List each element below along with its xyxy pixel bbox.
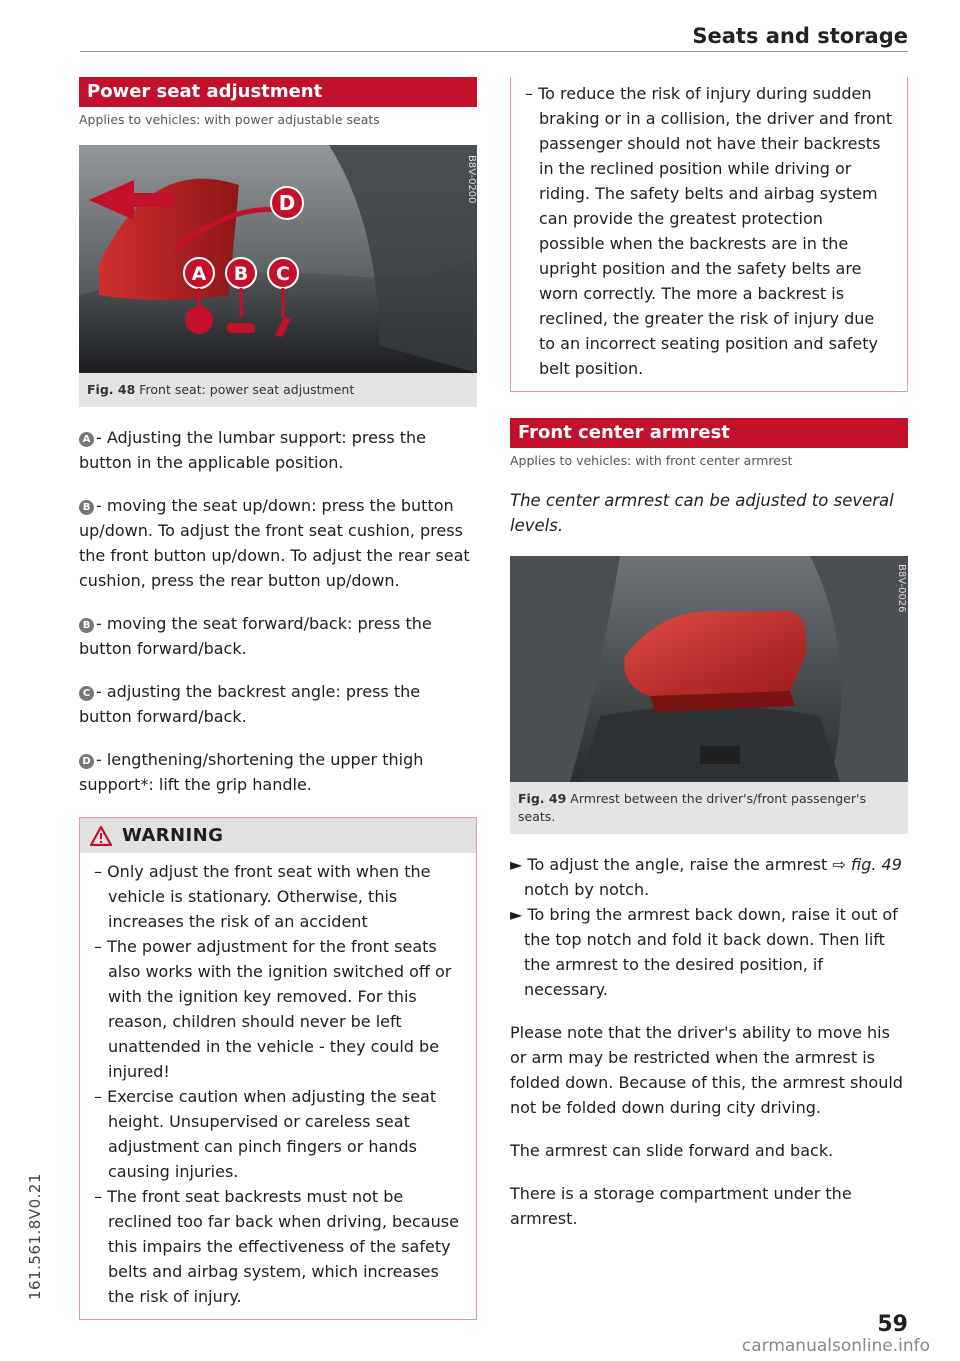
figure-49-caption [510,782,908,834]
warning-box [79,817,477,1320]
armrest-steps [510,852,908,1002]
letter-b-icon: B [79,618,94,633]
caption-number: Fig. 49 [518,791,567,806]
section-heading-armrest: Front center armrest [510,418,908,448]
warning-heading [80,818,476,853]
applies-note: Applies to vehicles: with front center armrest [510,453,793,468]
label-d: D [278,191,296,215]
item-fore-aft [79,611,477,661]
warning-continuation-box [510,77,908,392]
warning-triangle-icon [90,826,112,846]
warning-item: – The front seat backrests must not be reclined too far back when driving, because this impairs the effectiveness of the safety belts and airbag system, which increases the risk of injury. [94,1187,459,1306]
armrest-image [510,556,908,782]
warning-item: – Exercise caution when adjusting the seat height. Unsupervised or careless seat adjustment can pinch fingers or hands causing injuries. [94,1087,437,1181]
caption-text: Armrest between the driver's/front passenger's seats. [518,791,866,824]
warning-continuation-list [511,77,907,391]
item-text: - moving the seat forward/back: press the button forward/back. [79,614,432,658]
label-c: C [276,263,290,285]
step-text-end: notch by notch. [524,880,650,899]
warning-item: – The power adjustment for the front seats also works with the ignition switched off or with the ignition key removed. For this reason, children should never be left unattended in the vehicle - they could be injured! [94,937,452,1081]
item-lumbar [79,425,477,475]
armrest-intro: The center armrest can be adjusted to several levels. [510,491,894,535]
header-rule [80,51,908,52]
section-heading-power-seat: Power seat adjustment [79,77,477,107]
step-text: ► To adjust the angle, raise the armrest [510,855,828,874]
item-thigh-support [79,747,477,797]
label-a: A [191,263,207,285]
letter-a-icon: A [79,432,94,447]
figure-49 [510,556,908,834]
item-height [79,493,477,593]
step-item: ► To bring the armrest back down, raise it out of the top notch and fold it back down. Then lift the armrest to the desired position, if necessary. [510,905,898,999]
power-seat-image [79,145,477,373]
item-text: - lengthening/shortening the upper thigh support*: lift the grip handle. [79,750,424,794]
armrest-illustration [510,556,908,782]
step-item [510,852,908,902]
warning-title: WARNING [122,825,224,846]
letter-b-icon: B [79,500,94,515]
watermark: carmanualsonline.info [741,1336,930,1356]
warning-item: – Only adjust the front seat with when the vehicle is stationary. Otherwise, this increases the risk of an accident [94,862,431,931]
figure-code: B8V-0026 [896,564,907,613]
figure-code: B8V-0200 [466,155,477,204]
applies-note: Applies to vehicles: with power adjustable seats [79,112,380,127]
item-backrest [79,679,477,729]
page-header-title: Seats and storage [692,24,908,48]
armrest-note: Please note that the driver's ability to move his or arm may be restricted when the armrest is folded down. Because of this, the armrest should not be folded down during city driving. [510,1023,903,1117]
storage-note: There is a storage compartment under the armrest. [510,1184,852,1228]
letter-d-icon: D [79,754,94,769]
figure-reference-link[interactable]: ⇨ fig. 49 [832,855,902,874]
seat-illustration [79,145,477,373]
warning-item: – To reduce the risk of injury during sudden braking or in a collision, the driver and front passenger should not have their backrests in the reclined position while driving or riding. The safety belts and airbag system can provide the greatest protection possible when the backrests are in the upright position and the safety belts are worn correctly. The more a backrest is reclined, the greater the risk of injury due to an incorrect seating position and safety belt position. [525,84,893,378]
item-text: - Adjusting the lumbar support: press the button in the applicable position. [79,428,426,472]
item-text: - moving the seat up/down: press the button up/down. To adjust the front seat cushion, press the front button up/down. To adjust the rear seat cushion, press the rear button up/down. [79,496,470,590]
page-number: 59 [877,1312,908,1337]
letter-c-icon: C [79,686,94,701]
caption-text: Front seat: power seat adjustment [139,382,355,397]
figure-48-caption [79,373,477,407]
label-b: B [233,263,249,285]
armrest-slide-note: The armrest can slide forward and back. [510,1141,834,1160]
document-code: 161.561.8V0.21 [26,1173,44,1300]
warning-list [80,853,476,1319]
left-column [79,77,477,1320]
right-column [510,77,908,1231]
caption-number: Fig. 48 [87,382,136,397]
item-text: - adjusting the backrest angle: press the button forward/back. [79,682,421,726]
figure-48 [79,145,477,407]
